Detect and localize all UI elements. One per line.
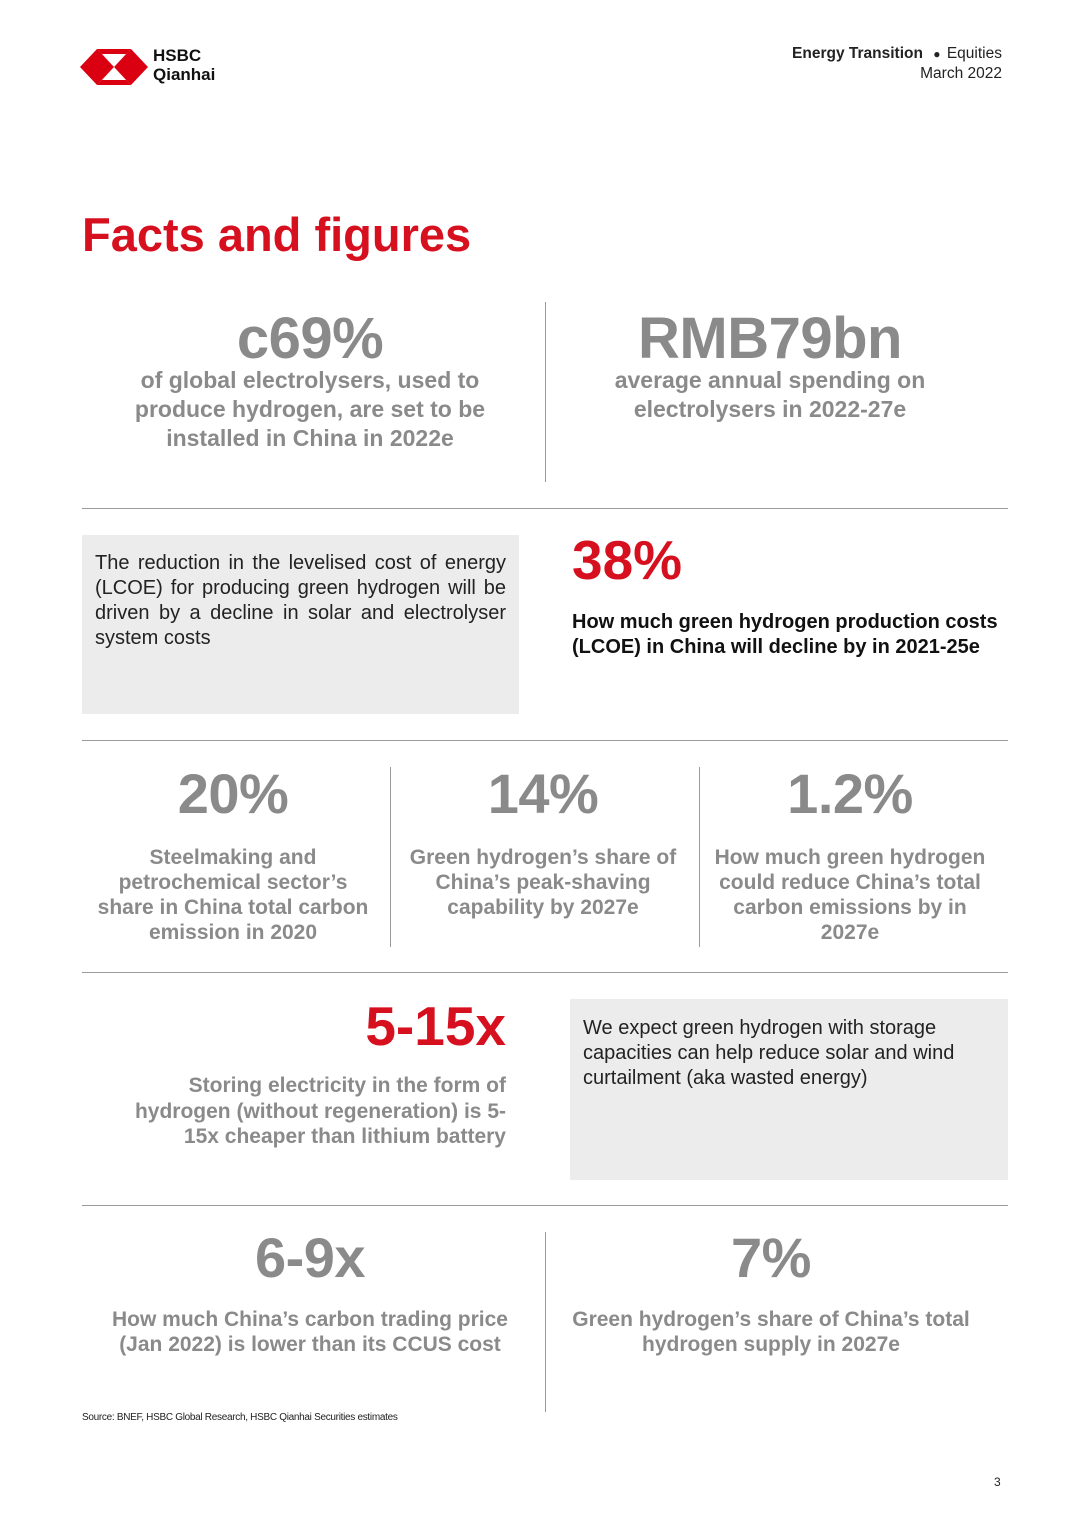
- stat-card: [396, 762, 690, 920]
- stat-card: [110, 996, 506, 1150]
- divider-horizontal: [82, 740, 1008, 741]
- hsbc-logo: [80, 47, 230, 87]
- report-date: March 2022: [920, 65, 1002, 82]
- divider-vertical: [545, 1232, 546, 1412]
- logo-text-hsbc: HSBC: [153, 46, 202, 65]
- stat-card: [84, 762, 382, 945]
- stat-figure: 5-15x: [365, 995, 506, 1057]
- stat-figure: 1.2%: [787, 762, 913, 825]
- stat-figure: 6-9x: [254, 1226, 366, 1289]
- divider-horizontal: [82, 508, 1008, 509]
- stat-figure: RMB79bn: [638, 306, 902, 371]
- stat-figure: 14%: [487, 762, 599, 825]
- header-line-1: [792, 44, 1002, 64]
- stat-description: Steelmaking and petrochemical sector’s share in China total carbon emission in 2020: [97, 846, 369, 944]
- callout-text: We expect green hydrogen with storage capacities can help reduce solar and wind curtailment (aka wasted energy): [583, 1017, 955, 1089]
- divider-vertical: [699, 767, 700, 947]
- page-title: Facts and figures: [82, 208, 472, 261]
- hexagon-logo-icon: [80, 49, 148, 85]
- callout-box: [82, 535, 519, 714]
- callout-box: [570, 999, 1008, 1180]
- divider-vertical: [390, 767, 391, 947]
- stat-description: Storing electricity in the form of hydrogen (without regeneration) is 5-15x cheaper than lithium battery: [134, 1074, 506, 1148]
- stat-card: [572, 530, 1002, 660]
- stat-figure: 7%: [731, 1226, 811, 1289]
- stat-card: [705, 762, 995, 945]
- stat-description: Green hydrogen’s share of China’s total hydrogen supply in 2027e: [572, 1308, 970, 1356]
- header-meta: [792, 44, 1002, 84]
- stat-card: [556, 1226, 986, 1357]
- logo-text-qianhai: Qianhai: [153, 65, 216, 84]
- report-title: Energy Transition: [792, 45, 923, 62]
- divider-vertical: [545, 302, 546, 482]
- stat-figure: 20%: [177, 762, 289, 825]
- stat-description: Green hydrogen’s share of China’s peak-shaving capability by 2027e: [409, 846, 677, 919]
- stat-figure: c69%: [236, 306, 384, 371]
- callout-text: The reduction in the levelised cost of energy (LCOE) for producing green hydrogen will be driven by a decline in solar and electrolyser system costs: [95, 552, 506, 649]
- stat-description: How much green hydrogen could reduce China’s total carbon emissions by in 2027e: [714, 846, 986, 944]
- source-note: Source: BNEF, HSBC Global Research, HSBC Qianhai Securities estimates: [82, 1412, 398, 1423]
- divider-horizontal: [82, 972, 1008, 973]
- stat-description: average annual spending on electrolysers in 2022-27e: [614, 367, 926, 422]
- stat-card: [560, 306, 980, 424]
- stat-description: of global electrolysers, used to produce hydrogen, are set to be installed in China in 2022e: [134, 367, 486, 451]
- stat-card: [92, 1226, 528, 1357]
- stat-description: How much China’s carbon trading price (Jan 2022) is lower than its CCUS cost: [112, 1308, 508, 1356]
- divider-horizontal: [82, 1205, 1008, 1206]
- report-category: Equities: [946, 45, 1002, 62]
- page-number: 3: [994, 1475, 1001, 1489]
- stat-card: [100, 306, 520, 453]
- bullet-icon: ●: [933, 47, 941, 61]
- stat-description: How much green hydrogen production costs (LCOE) in China will decline by in 2021-25e: [572, 611, 998, 658]
- stat-figure: 38%: [572, 529, 683, 591]
